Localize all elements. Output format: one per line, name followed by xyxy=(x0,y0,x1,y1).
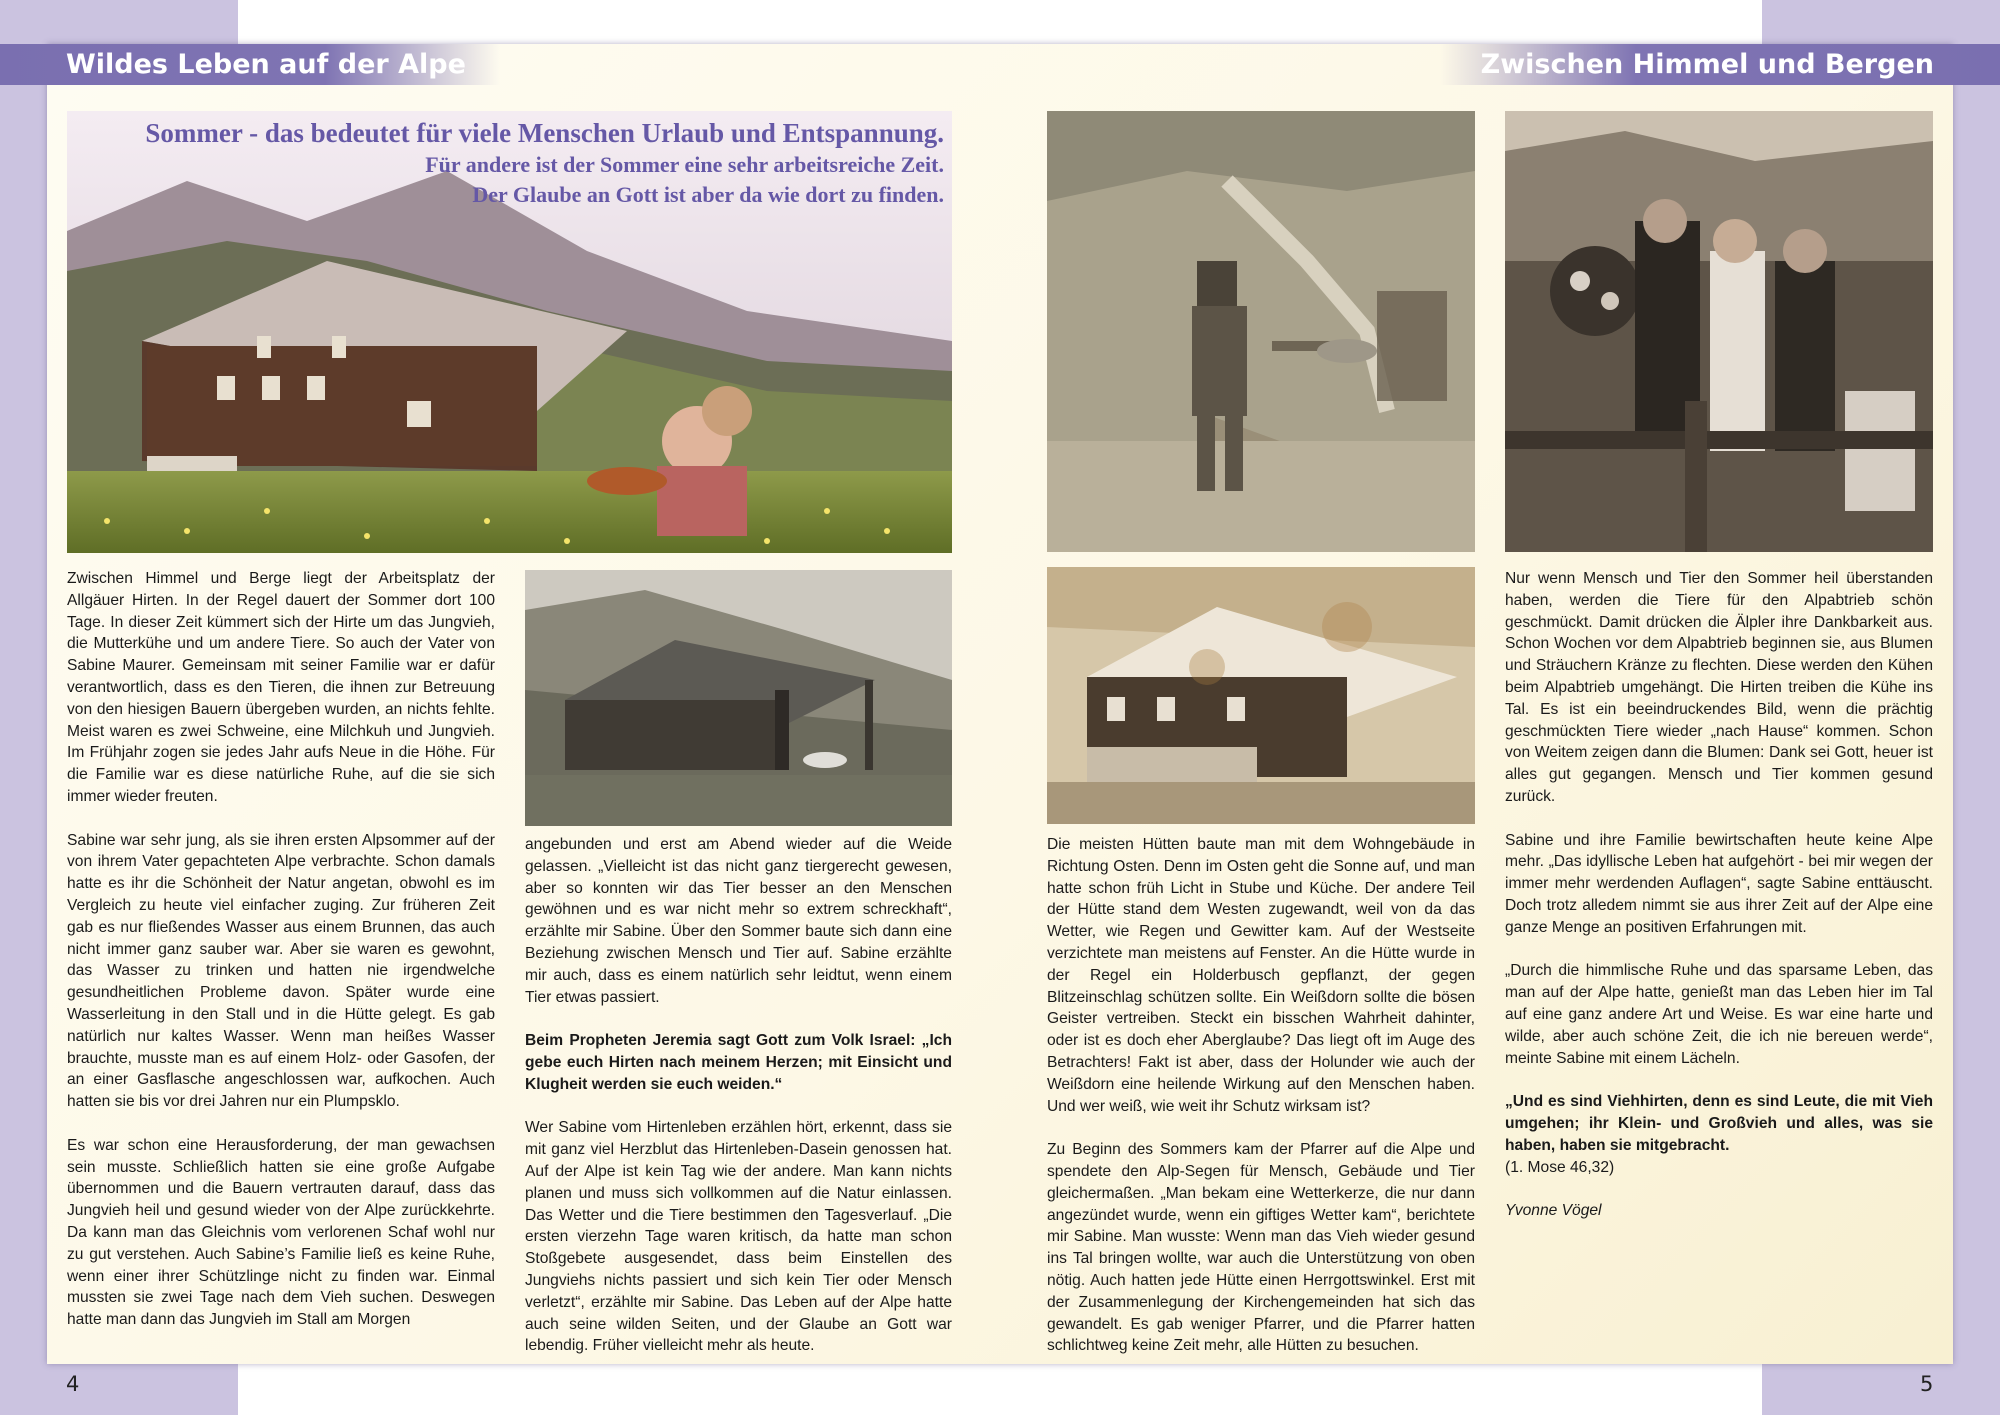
col3-paragraph-1: Die meisten Hütten baute man mit dem Wohngebäude in Richtung Osten. Denn im Osten geht die Sonne auf, und man hatte schon früh Licht in Stube und Küche. Der andere Teil der Hütte stand dem Westen zugewandt, weil von da das Wetter, wie Regen und Gewitter kam. Auf der Westseite verzichtete man meistens auf Fenster. An die Hütte wurde in der Regel ein Holderbusch gepflanzt, der gegen Blitzeinschlag schützen sollte. Ein Weißdorn sollte die bösen Geister vertreiben. Steckt ein bisschen Wahrheit dahinter, oder ist es doch eher Aberglaube? Das liegt oft im Auge des Betrachters! Fakt ist aber, dass der Holunder wie auch der Weißdorn eine heilende Wirkung auf den Menschen haben. Und wer weiß, wie weit ihr Schutz wirksam ist? xyxy=(1047,836,1475,1115)
col1-paragraph-3: Es war schon eine Herausforderung, der man gewachsen sein musste. Schließlich hatten sie eine große Aufgabe übernommen und die Bauern vertrauten darauf, dass das Jungvieh heil und gesund wieder von der Alpe zurückkehrte. Da kann man das Gleichnis vom verlorenen Schaf wohl nur zu gut verstehen. Auch Sabine’s Familie ließ es keine Ruhe, wenn einer ihrer Schützlinge nicht zu finden war. Einmal mussten sie zwei Tage nach dem Vieh suchen. Deswegen hatte man dann das Jungvieh im Stall am Morgen xyxy=(67,1136,495,1329)
right-page-header: Zwischen Himmel und Bergen xyxy=(1440,44,2000,85)
col1-paragraph-2: Sabine war sehr jung, als sie ihren ersten Alpsommer auf der von ihrem Vater gepachteten Alpe verbrachte. Schon damals hatte es ihr die Schönheit der Natur angetan, obwohl es im Vergleich zu heute viel einfacher zuging. Zur früheren Zeit gab es nur fließendes Wasser aus einem Brunnen, das auch nicht immer ganz sauber war. Aber sie waren es gewohnt, das Wasser zu trinken und hatten nie irgendwelche gesundheitlichen Probleme davon. Später wurde eine Wasserleitung in den Stall und in die Hütte gelegt. Es gab natürlich nur kaltes Wasser. Wenn man heißes Wasser brauchte, musste man es auf einem Holz- oder Gasofen, der an einer Gasflasche angeschlossen war, aufkochen. Auch hatten sie bis vor drei Jahren nur ein Plumpsklo. xyxy=(67,831,495,1111)
col4-paragraph-3: „Durch die himmlische Ruhe und das sparsame Leben, das man auf der Alpe hatte, genießt man das Leben hier im Tal auf eine ganz andere Art und Weise. Es war eine harte und wilde, aber auch schöne Zeit, die ich nie bereuen werde“, meinte Sabine mit einem Lächeln. xyxy=(1505,962,1933,1067)
page-number-left: 4 xyxy=(66,1372,80,1396)
col2-paragraph-2: Wer Sabine vom Hirtenleben erzählen hört, erkennt, dass sie mit ganz viel Herzblut das Hirtenleben-Dasein genossen hat. Auf der Alpe ist kein Tag wie der andere. Man kann nichts planen und muss sich vollkommen auf die Natur einlassen. Das Wetter und die Tiere bestimmen den Tagesverlauf. „Die ersten vierzehn Tage waren kritisch, da hatte man schon Stoßgebete ausgesendet, dass beim Einstellen des Jungviehs nichts passiert und sich kein Tier oder Mensch verletzt“, erzählte mir Sabine. Das Leben auf der Alpe hatte auch seine wilden Seiten, und der Glaube an Gott war lebendig. Früher vielleicht mehr als heute. xyxy=(525,1119,952,1355)
page-margin-left-top xyxy=(0,0,238,44)
col4-paragraph-2: Sabine und ihre Familie bewirtschaften heute keine Alpe mehr. „Das idyllische Leben hat aufgehört - bei mir wegen der immer mehr werdenden Auflagen“, sagte Sabine enttäuscht. Doch trotz alledem nimmt sie aus ihrer Zeit auf der Alpe eine ganze Menge an positiven Erfahrungen mit. xyxy=(1505,831,1933,936)
photo-old-hut-sepia xyxy=(1047,567,1475,824)
col3-paragraph-2: Zu Beginn des Sommers kam der Pfarrer auf die Alpe und spendete den Alp-Segen für Mensch, Gebäude und Tier gleichermaßen. „Man bekam eine Wetterkerze, die nur dann angezündet wurde, wenn ein giftiges Wetter kam“, berichtete mir Sabine. Man wusste: Wenn man das Vieh wieder gesund ins Tal bringen wollte, war auch die Unterstützung von oben nötig. Auch hatten jede Hütte einen Herrgottswinkel. Erst mit der Zusammenlegung der Kirchengemeinden hat sich das gewandelt. Es gab weniger Pfarrer, und die Pfarrer hatten schlichtweg keine Zeit mehr, alle Hütten zu besuchen. xyxy=(1047,1141,1475,1355)
page-margin-left-side xyxy=(0,44,47,1364)
article-column-2 xyxy=(525,834,952,1357)
col4-scripture-quote: „Und es sind Viehhirten, denn es sind Leute, die mit Vieh umgehen; ihr Klein- und Großvieh und alles, was sie haben, haben sie mitgebracht. xyxy=(1505,1093,1933,1154)
article-column-1 xyxy=(67,568,495,1331)
col2-scripture-quote: Beim Propheten Jeremia sagt Gott zum Volk Israel: „Ich gebe euch Hirten nach meinem Herzen; mit Einsicht und Klugheit werden sie euch weiden.“ xyxy=(525,1032,952,1093)
photo-hut-black-white xyxy=(525,570,952,826)
page-number-right: 5 xyxy=(1920,1372,1934,1396)
col4-paragraph-1: Nur wenn Mensch und Tier den Sommer heil überstanden haben, werden die Tiere für den Alpabtrieb schön geschmückt. Damit drücken die Älpler ihre Dankbarkeit aus. Schon Wochen vor dem Alpabtrieb beginnen sie, aus Blumen und Sträuchern Kränze zu flechten. Diese werden den Kühen beim Alpabtrieb umgehängt. Die Hirten treiben die Kühe ins Tal. Es ist ein beeindruckendes Bild, wenn die prächtig geschmückten Tiere wieder „nach Hause“ kommen. Schon von Weitem zeigen dann die Blumen: Dank sei Gott, heuer ist alles gut gegangen. Mensch und Tier kommen gesund zurück. xyxy=(1505,570,1933,805)
intro-line-2: Für andere ist der Sommer eine sehr arbeitsreiche Zeit. xyxy=(425,152,944,177)
author-name: Yvonne Vögel xyxy=(1505,1202,1602,1220)
col4-scripture-reference: (1. Mose 46,32) xyxy=(1505,1158,1615,1176)
intro-line-1: Sommer - das bedeutet für viele Menschen Urlaub und Entspannung. xyxy=(145,118,944,148)
photo-shepherd-man xyxy=(1047,111,1475,552)
page-margin-right-top xyxy=(1762,0,2000,44)
intro-line-3: Der Glaube an Gott ist aber da wie dort zu finden. xyxy=(472,182,944,207)
left-page-header: Wildes Leben auf der Alpe xyxy=(0,44,500,85)
page-margin-right-bottom xyxy=(1762,1364,2000,1415)
article-column-3 xyxy=(1047,834,1475,1357)
page-margin-right-side xyxy=(1953,44,2000,1364)
col1-paragraph-1: Zwischen Himmel und Berge liegt der Arbeitsplatz der Allgäuer Hirten. In der Regel dauert der Sommer dort 100 Tage. In dieser Zeit kümmert sich der Hirte um das Jungvieh, die Mutterkühe und um andere Tiere. So auch der Vater von Sabine Maurer. Gemeinsam mit seiner Familie war er dafür verantwortlich, dass es den Tieren, die ihnen zur Betreuung von den hiesigen Bauern übergeben wurden, an nichts fehlte. Meist waren es zwei Schweine, eine Milchkuh und Jungvieh. Im Frühjahr zogen sie jedes Jahr aufs Neue in die Höhe. Für die Familie war es diese natürliche Ruhe, auf die sie sich immer wieder freuten. xyxy=(67,570,495,805)
photo-alpine-cattle-drive xyxy=(1505,111,1933,552)
article-column-4 xyxy=(1505,568,1933,1244)
page-margin-left-bottom xyxy=(0,1364,238,1415)
col2-paragraph-1: angebunden und erst am Abend wieder auf die Weide gelassen. „Vielleicht ist das nicht ganz tiergerecht gewesen, aber so konnten wir das Tier besser an den Menschen gewöhnen und es war nicht mehr so extrem schreckhaft“, erzählte mir Sabine. Über den Sommer baute sich dann eine Beziehung zwischen Mensch und Tier auf. Sabine erzählte mir auch, dass es einem natürlich sehr leidtut, wenn einem Tier etwas passiert. xyxy=(525,836,952,1006)
intro-headline xyxy=(74,116,944,210)
